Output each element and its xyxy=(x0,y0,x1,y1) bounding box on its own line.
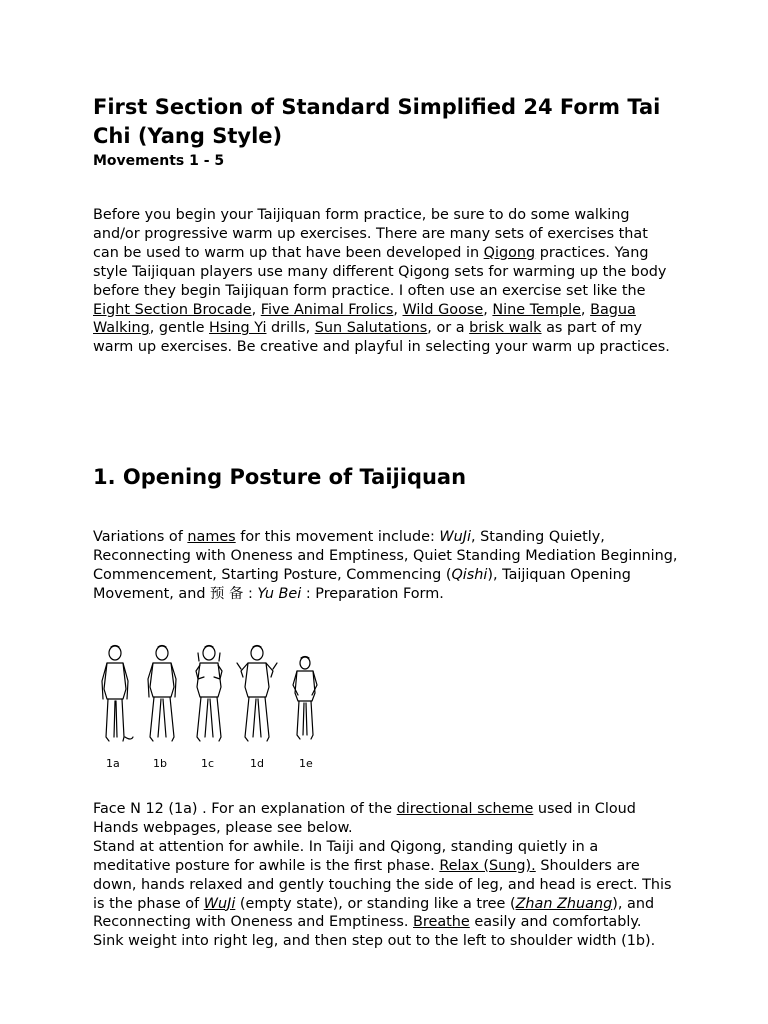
intro-text: drills, xyxy=(266,320,315,337)
link-nine-temple[interactable]: Nine Temple xyxy=(492,301,581,318)
link-bagua-walking[interactable]: Bagua Walking xyxy=(93,301,636,337)
figure-label: 1c xyxy=(201,757,215,770)
face-text: Face N 12 (1a) . For an explanation of the xyxy=(93,801,397,817)
intro-text: practices. Yang style Taijiquan players use many different Qigong sets for warming up the body before they begin Taijiquan form practice. I often use an exercise set like the xyxy=(93,244,667,299)
face-text: used in Cloud Hands webpages, please see below. xyxy=(93,801,636,836)
document-page xyxy=(93,93,678,950)
face-text: ), and Reconnecting with Oneness and Emptiness. xyxy=(93,895,655,931)
figure-1e xyxy=(293,657,317,740)
link-zhan-zhuang[interactable]: Zhan Zhuang xyxy=(515,895,613,912)
variations-text: for this movement include: xyxy=(235,529,440,545)
variations-text: ), Taijiquan Opening Movement, and xyxy=(93,566,631,602)
intro-text: , xyxy=(483,301,493,318)
face-paragraph xyxy=(93,800,678,838)
sink-paragraph: Sink weight into right leg, and then step out to the left to shoulder width (1b). xyxy=(93,933,656,950)
face-text: (empty state), or standing like a tree ( xyxy=(235,895,516,912)
page-title: First Section of Standard Simplified 24 Form Tai Chi (Yang Style) xyxy=(93,95,661,148)
figure-label: 1d xyxy=(250,757,264,770)
face-text: easily and comfortably. xyxy=(469,914,642,931)
figure-label: 1e xyxy=(299,757,313,770)
link-five-animal-frolics[interactable]: Five Animal Frolics xyxy=(260,301,394,318)
figure-label: 1b xyxy=(153,757,167,770)
link-breathe[interactable]: Breathe xyxy=(413,914,470,931)
link-directional-scheme[interactable]: directional scheme xyxy=(396,801,534,817)
link-names[interactable]: names xyxy=(187,529,236,545)
variations-text: : xyxy=(243,585,258,602)
link-eight-section-brocade[interactable]: Eight Section Brocade xyxy=(93,301,252,318)
stand-paragraph xyxy=(93,838,678,933)
intro-text: , or a xyxy=(427,320,470,337)
figure-1a xyxy=(102,646,133,742)
intro-text: , xyxy=(393,301,403,318)
variations-text: , Standing Quietly, Reconnecting with Oneness and Emptiness, Quiet Standing Mediation Beginning, Commencement, Starting Posture, Commencing ( xyxy=(93,529,678,583)
variations-text: Variations of xyxy=(93,529,188,545)
variations-text: : Preparation Form. xyxy=(301,585,444,602)
intro-text: as part of my warm up exercises. Be creative and playful in selecting your warm up practices. xyxy=(93,320,670,356)
intro-paragraph xyxy=(93,206,678,357)
intro-text: , gentle xyxy=(149,320,210,337)
intro-text: , xyxy=(580,301,591,318)
term-yu-bei: Yu Bei xyxy=(257,585,302,602)
figure-1d xyxy=(237,646,277,742)
variations-paragraph xyxy=(93,528,678,604)
link-wild-goose[interactable]: Wild Goose xyxy=(402,301,484,318)
figure-1c xyxy=(196,646,222,742)
link-relax[interactable]: Relax (Sung). xyxy=(439,857,536,874)
page-subtitle: Movements 1 - 5 xyxy=(93,153,225,169)
intro-text: Before you begin your Taijiquan form practice, be sure to do some walking and/or progressive warm up exercises. There are many sets of exercises that can be used to warm up that have been developed in xyxy=(93,207,648,261)
face-section xyxy=(93,800,678,951)
figure-1b xyxy=(148,646,176,742)
term-qishi: Qishi xyxy=(451,566,488,583)
link-sun-salutations[interactable]: Sun Salutations xyxy=(314,320,428,337)
term-wuji: WuJi xyxy=(439,529,472,545)
section-heading: 1. Opening Posture of Taijiquan xyxy=(93,465,467,489)
figure-label: 1a xyxy=(106,757,120,770)
intro-text: , xyxy=(251,301,261,318)
link-brisk-walk[interactable]: brisk walk xyxy=(469,320,542,337)
face-text: Stand at attention for awhile. In Taiji and Qigong, standing quietly in a meditative posture for awhile is the first phase. xyxy=(93,838,599,874)
link-qigong[interactable]: Qigong xyxy=(483,244,536,261)
face-text: Shoulders are down, hands relaxed and gently touching the side of leg, and head is erect. This is the phase of xyxy=(93,857,672,912)
chinese-characters: 预 备 xyxy=(210,585,244,602)
link-wuji[interactable]: WuJi xyxy=(203,895,236,912)
posture-figures xyxy=(93,641,353,773)
link-hsing-yi[interactable]: Hsing Yi xyxy=(209,320,267,337)
